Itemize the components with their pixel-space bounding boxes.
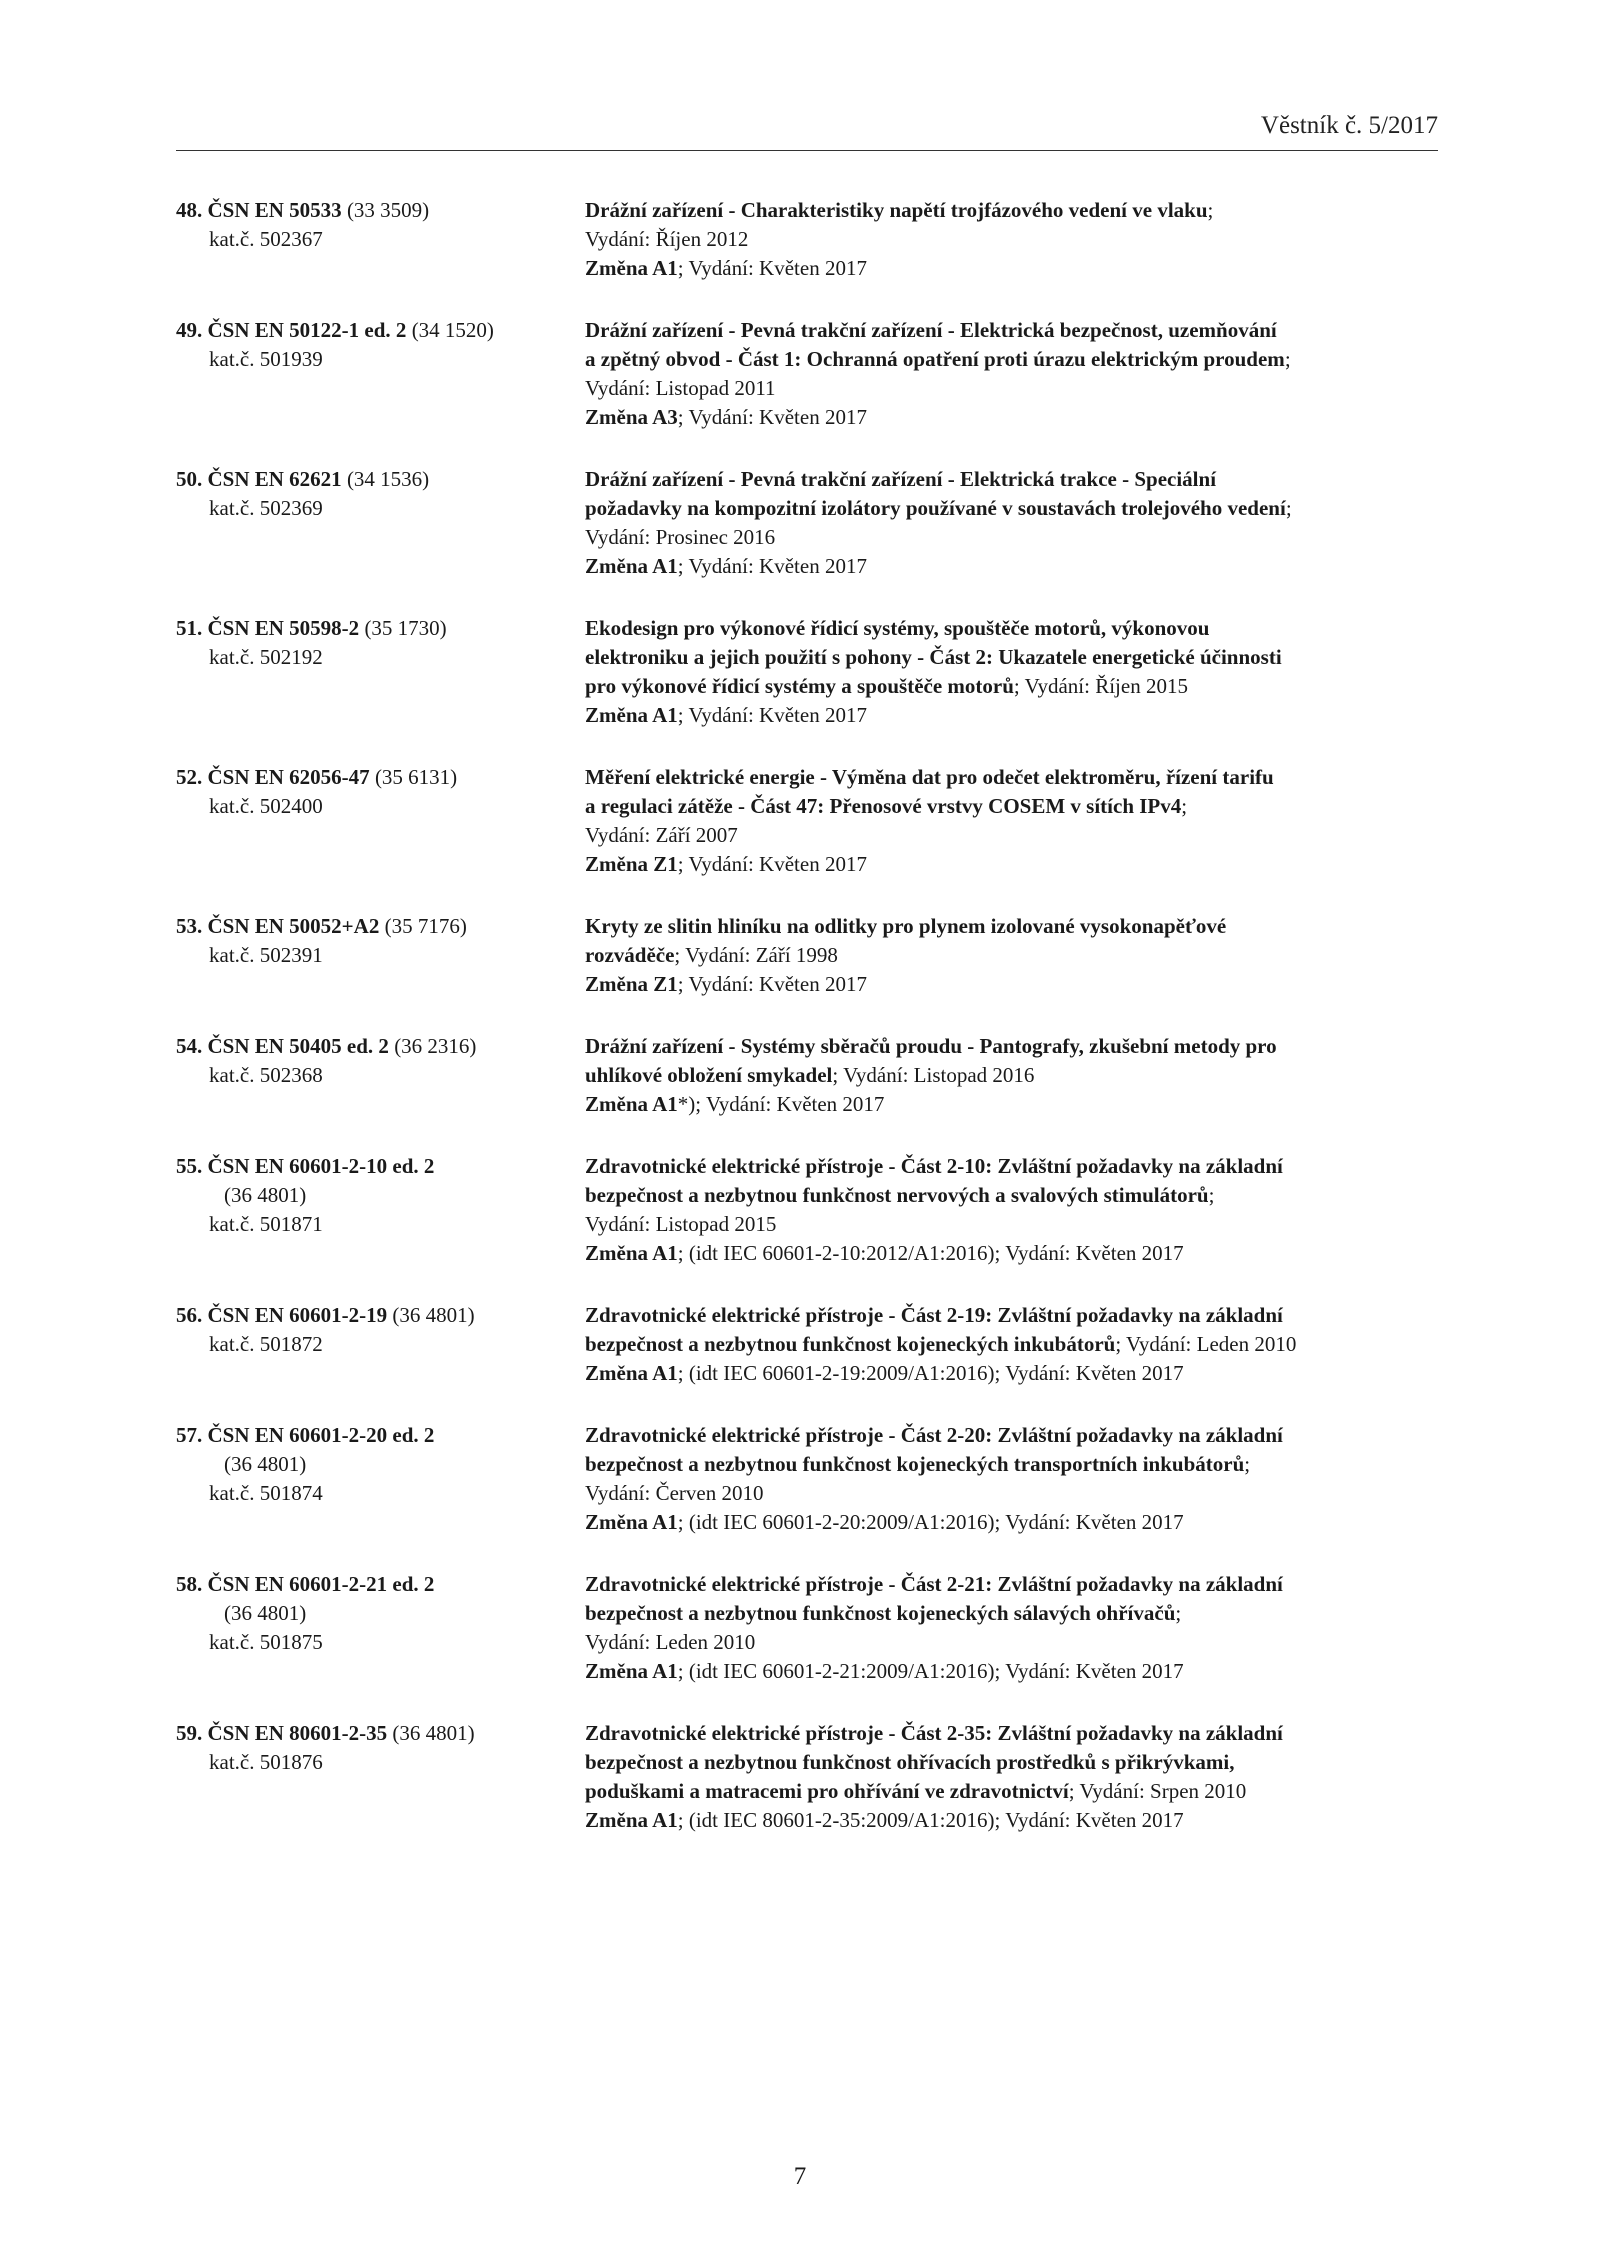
classification-number: (36 4801)	[224, 1601, 307, 1625]
description-bold-text: a regulaci zátěže - Část 47: Přenosové vrstvy COSEM v sítích IPv4	[585, 794, 1182, 818]
description-bold-text: bezpečnost a nezbytnou funkčnost kojeneckých transportních inkubátorů	[585, 1452, 1245, 1476]
description-line	[585, 614, 1440, 643]
description-line	[585, 1239, 1440, 1268]
description-line	[585, 403, 1440, 432]
standard-identifier	[176, 316, 576, 374]
description-bold-text: Změna A3	[585, 405, 678, 429]
description-plain-text: ; (idt IEC 80601-2-35:2009/A1:2016); Vydání: Květen 2017	[677, 1808, 1184, 1832]
description-bold-text: Drážní zařízení - Pevná trakční zařízení - Elektrická trakce - Speciální	[585, 467, 1217, 491]
description-bold-text: Zdravotnické elektrické přístroje - Část 2-19: Zvláštní požadavky na základní	[585, 1303, 1283, 1327]
standard-entry	[176, 763, 1440, 879]
description-line	[585, 1450, 1440, 1479]
description-line	[585, 763, 1440, 792]
description-line	[585, 1152, 1440, 1181]
description-line	[585, 821, 1440, 850]
entry-number: 53.	[176, 914, 203, 938]
description-line	[585, 1421, 1440, 1450]
standard-description	[585, 1032, 1440, 1119]
classification-number: (35 7176)	[384, 914, 467, 938]
catalog-number: kat.č. 502367	[209, 227, 323, 251]
description-line	[585, 196, 1440, 225]
standard-description	[585, 912, 1440, 999]
catalog-number: kat.č. 501871	[209, 1212, 323, 1236]
description-bold-text: bezpečnost a nezbytnou funkčnost ohřívacích prostředků s přikrývkami,	[585, 1750, 1235, 1774]
description-bold-text: Změna A1	[585, 703, 678, 727]
description-plain-text: ; Vydání: Květen 2017	[677, 703, 867, 727]
standard-entry	[176, 912, 1440, 999]
description-bold-text: Zdravotnické elektrické přístroje - Část 2-20: Zvláštní požadavky na základní	[585, 1423, 1283, 1447]
standard-description	[585, 763, 1440, 879]
description-plain-text: Vydání: Říjen 2012	[585, 227, 749, 251]
standard-identifier	[176, 465, 576, 523]
description-line	[585, 225, 1440, 254]
description-plain-text: ; Vydání: Květen 2017	[677, 972, 867, 996]
description-plain-text: ;	[1207, 198, 1214, 222]
standard-code: ČSN EN 50122-1 ed. 2	[207, 318, 407, 342]
description-bold-text: Zdravotnické elektrické přístroje - Část 2-10: Zvláštní požadavky na základní	[585, 1154, 1283, 1178]
description-bold-text: Drážní zařízení - Charakteristiky napětí trojfázového vedení ve vlaku	[585, 198, 1208, 222]
description-bold-text: Změna A1	[585, 1092, 678, 1116]
standard-entry	[176, 196, 1440, 283]
description-line	[585, 1657, 1440, 1686]
description-plain-text: ; Vydání: Listopad 2016	[832, 1063, 1035, 1087]
description-plain-text: ;	[1284, 347, 1291, 371]
description-line	[585, 1719, 1440, 1748]
entry-number: 57.	[176, 1423, 203, 1447]
standard-entry	[176, 465, 1440, 581]
description-line	[585, 1748, 1440, 1777]
description-plain-text: ; Vydání: Květen 2017	[677, 852, 867, 876]
entry-number: 56.	[176, 1303, 203, 1327]
description-plain-text: ;	[1175, 1601, 1182, 1625]
description-line	[585, 1181, 1440, 1210]
classification-number: (34 1536)	[346, 467, 430, 491]
description-line	[585, 523, 1440, 552]
description-bold-text: pro výkonové řídicí systémy a spouštěče motorů	[585, 674, 1014, 698]
standard-code: ČSN EN 80601-2-35	[207, 1721, 388, 1745]
description-plain-text: ;	[1244, 1452, 1251, 1476]
standard-code: ČSN EN 60601-2-21 ed. 2	[207, 1572, 435, 1596]
entry-number: 48.	[176, 198, 203, 222]
description-line	[585, 345, 1440, 374]
description-plain-text: ; Vydání: Květen 2017	[677, 554, 867, 578]
description-bold-text: Změna A1	[585, 1659, 678, 1683]
catalog-number: kat.č. 501874	[209, 1481, 323, 1505]
description-bold-text: Zdravotnické elektrické přístroje - Část 2-21: Zvláštní požadavky na základní	[585, 1572, 1283, 1596]
description-bold-text: bezpečnost a nezbytnou funkčnost nervových a svalových stimulátorů	[585, 1183, 1209, 1207]
description-plain-text: ;	[1208, 1183, 1215, 1207]
description-plain-text: ;	[1181, 794, 1188, 818]
description-plain-text: ; (idt IEC 60601-2-19:2009/A1:2016); Vydání: Květen 2017	[677, 1361, 1184, 1385]
standard-description	[585, 1570, 1440, 1686]
description-bold-text: Změna A1	[585, 554, 678, 578]
standard-code: ČSN EN 60601-2-20 ed. 2	[207, 1423, 435, 1447]
entry-number: 55.	[176, 1154, 203, 1178]
standard-entry	[176, 1421, 1440, 1537]
catalog-number: kat.č. 501876	[209, 1750, 323, 1774]
catalog-number: kat.č. 502368	[209, 1063, 323, 1087]
standard-description	[585, 1152, 1440, 1268]
standard-description	[585, 1301, 1440, 1388]
description-line	[585, 1359, 1440, 1388]
standard-identifier	[176, 196, 576, 254]
description-bold-text: poduškami a matracemi pro ohřívání ve zdravotnictví	[585, 1779, 1069, 1803]
standard-code: ČSN EN 60601-2-10 ed. 2	[207, 1154, 435, 1178]
description-line	[585, 374, 1440, 403]
description-plain-text: Vydání: Listopad 2015	[585, 1212, 777, 1236]
standard-code: ČSN EN 60601-2-19	[207, 1303, 388, 1327]
classification-number: (35 1730)	[364, 616, 447, 640]
entry-number: 59.	[176, 1721, 203, 1745]
description-bold-text: elektroniku a jejich použití s pohony - Část 2: Ukazatele energetické účinnosti	[585, 645, 1282, 669]
description-plain-text: ; Vydání: Květen 2017	[677, 256, 867, 280]
standard-code: ČSN EN 62621	[207, 467, 342, 491]
description-bold-text: bezpečnost a nezbytnou funkčnost kojeneckých inkubátorů	[585, 1332, 1116, 1356]
description-plain-text: ;	[1285, 496, 1292, 520]
description-plain-text: Vydání: Listopad 2011	[585, 376, 776, 400]
standards-list	[176, 196, 1440, 1835]
standard-description	[585, 1719, 1440, 1835]
description-bold-text: a zpětný obvod - Část 1: Ochranná opatření proti úrazu elektrickým proudem	[585, 347, 1285, 371]
entry-number: 58.	[176, 1572, 203, 1596]
entry-number: 51.	[176, 616, 203, 640]
catalog-number: kat.č. 502400	[209, 794, 323, 818]
description-bold-text: Ekodesign pro výkonové řídicí systémy, spouštěče motorů, výkonovou	[585, 616, 1210, 640]
description-line	[585, 912, 1440, 941]
description-plain-text: Vydání: Prosinec 2016	[585, 525, 776, 549]
description-line	[585, 1628, 1440, 1657]
standard-identifier	[176, 1032, 576, 1090]
standard-entry	[176, 1152, 1440, 1268]
description-bold-text: Zdravotnické elektrické přístroje - Část 2-35: Zvláštní požadavky na základní	[585, 1721, 1283, 1745]
entry-number: 49.	[176, 318, 203, 342]
standard-code: ČSN EN 50405 ed. 2	[207, 1034, 389, 1058]
classification-number: (36 2316)	[394, 1034, 477, 1058]
standard-code: ČSN EN 50052+A2	[207, 914, 380, 938]
standard-code: ČSN EN 62056-47	[207, 765, 370, 789]
description-plain-text: *); Vydání: Květen 2017	[677, 1092, 885, 1116]
description-bold-text: rozváděče	[585, 943, 675, 967]
description-plain-text: ; Vydání: Srpen 2010	[1068, 1779, 1247, 1803]
catalog-number: kat.č. 501875	[209, 1630, 323, 1654]
description-plain-text: ; (idt IEC 60601-2-20:2009/A1:2016); Vydání: Květen 2017	[677, 1510, 1184, 1534]
description-plain-text: ; Vydání: Leden 2010	[1115, 1332, 1297, 1356]
standard-entry	[176, 1719, 1440, 1835]
description-plain-text: Vydání: Červen 2010	[585, 1481, 764, 1505]
standard-entry	[176, 1301, 1440, 1388]
description-line	[585, 254, 1440, 283]
description-line	[585, 1032, 1440, 1061]
entry-number: 50.	[176, 467, 203, 491]
standard-code: ČSN EN 50598-2	[207, 616, 360, 640]
description-line	[585, 1599, 1440, 1628]
description-plain-text: ; (idt IEC 60601-2-21:2009/A1:2016); Vydání: Květen 2017	[677, 1659, 1184, 1683]
standard-identifier	[176, 1570, 576, 1657]
standard-entry	[176, 1032, 1440, 1119]
entry-number: 54.	[176, 1034, 203, 1058]
description-line	[585, 1210, 1440, 1239]
standard-identifier	[176, 912, 576, 970]
standard-entry	[176, 316, 1440, 432]
description-line	[585, 1570, 1440, 1599]
description-bold-text: Kryty ze slitin hliníku na odlitky pro plynem izolované vysokonapěťové	[585, 914, 1227, 938]
description-line	[585, 792, 1440, 821]
classification-number: (36 4801)	[392, 1721, 475, 1745]
description-plain-text: ; Vydání: Září 1998	[674, 943, 838, 967]
description-bold-text: Změna A1	[585, 256, 678, 280]
catalog-number: kat.č. 502391	[209, 943, 323, 967]
catalog-number: kat.č. 501939	[209, 347, 323, 371]
description-bold-text: uhlíkové obložení smykadel	[585, 1063, 833, 1087]
description-line	[585, 1090, 1440, 1119]
standard-entry	[176, 614, 1440, 730]
classification-number: (36 4801)	[224, 1183, 307, 1207]
standard-identifier	[176, 1301, 576, 1359]
standard-identifier	[176, 1719, 576, 1777]
description-plain-text: ; Vydání: Říjen 2015	[1013, 674, 1188, 698]
description-line	[585, 850, 1440, 879]
classification-number: (33 3509)	[346, 198, 430, 222]
description-line	[585, 643, 1440, 672]
description-line	[585, 701, 1440, 730]
standard-description	[585, 614, 1440, 730]
description-bold-text: Drážní zařízení - Systémy sběračů proudu - Pantografy, zkušební metody pro	[585, 1034, 1277, 1058]
classification-number: (34 1520)	[411, 318, 494, 342]
description-bold-text: Změna A1	[585, 1510, 678, 1534]
bulletin-title: Věstník č. 5/2017	[1260, 112, 1438, 139]
description-bold-text: Drážní zařízení - Pevná trakční zařízení - Elektrická bezpečnost, uzemňování	[585, 318, 1277, 342]
description-line	[585, 1806, 1440, 1835]
entry-number: 52.	[176, 765, 203, 789]
standard-identifier	[176, 614, 576, 672]
standard-identifier	[176, 1421, 576, 1508]
standard-description	[585, 196, 1440, 283]
description-bold-text: bezpečnost a nezbytnou funkčnost kojeneckých sálavých ohřívačů	[585, 1601, 1176, 1625]
standard-entry	[176, 1570, 1440, 1686]
page-header	[176, 108, 1438, 151]
description-line	[585, 970, 1440, 999]
description-bold-text: Změna A1	[585, 1241, 678, 1265]
standard-identifier	[176, 763, 576, 821]
description-plain-text: ; (idt IEC 60601-2-10:2012/A1:2016); Vydání: Květen 2017	[677, 1241, 1184, 1265]
description-line	[585, 1330, 1440, 1359]
standard-description	[585, 1421, 1440, 1537]
classification-number: (36 4801)	[224, 1452, 307, 1476]
description-bold-text: Změna Z1	[585, 852, 678, 876]
page-number: 7	[793, 2163, 807, 2190]
description-line	[585, 1777, 1440, 1806]
description-bold-text: Změna A1	[585, 1808, 678, 1832]
description-plain-text: ; Vydání: Květen 2017	[677, 405, 867, 429]
description-line	[585, 465, 1440, 494]
description-bold-text: Měření elektrické energie - Výměna dat pro odečet elektroměru, řízení tarifu	[585, 765, 1274, 789]
description-plain-text: Vydání: Leden 2010	[585, 1630, 756, 1654]
description-line	[585, 552, 1440, 581]
standard-code: ČSN EN 50533	[207, 198, 342, 222]
description-bold-text: požadavky na kompozitní izolátory používané v soustavách trolejového vedení	[585, 496, 1286, 520]
description-line	[585, 672, 1440, 701]
description-plain-text: Vydání: Září 2007	[585, 823, 738, 847]
description-line	[585, 1508, 1440, 1537]
description-line	[585, 941, 1440, 970]
description-line	[585, 1479, 1440, 1508]
description-line	[585, 1061, 1440, 1090]
description-bold-text: Změna Z1	[585, 972, 678, 996]
catalog-number: kat.č. 502192	[209, 645, 323, 669]
standard-description	[585, 465, 1440, 581]
description-bold-text: Změna A1	[585, 1361, 678, 1385]
standard-description	[585, 316, 1440, 432]
description-line	[585, 316, 1440, 345]
description-line	[585, 494, 1440, 523]
catalog-number: kat.č. 502369	[209, 496, 323, 520]
catalog-number: kat.č. 501872	[209, 1332, 323, 1356]
classification-number: (35 6131)	[374, 765, 458, 789]
classification-number: (36 4801)	[392, 1303, 475, 1327]
description-line	[585, 1301, 1440, 1330]
standard-identifier	[176, 1152, 576, 1239]
